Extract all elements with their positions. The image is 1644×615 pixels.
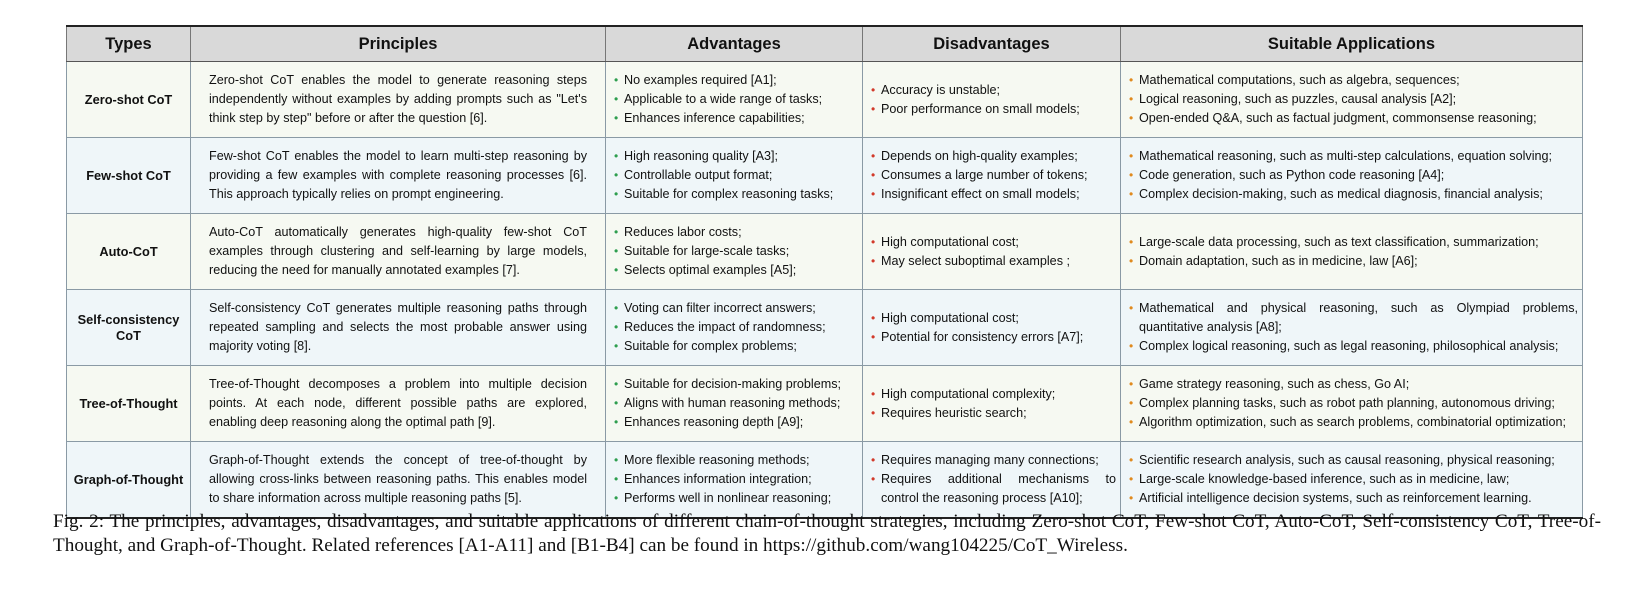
application-item: • Algorithm optimization, such as search problems, combinatorial optimization; [1129, 413, 1578, 432]
advantage-item: • More flexible reasoning methods; [614, 451, 858, 470]
type-cell: Auto-CoT [67, 214, 191, 290]
applications-list [1129, 451, 1578, 508]
disadvantages-list [871, 309, 1116, 347]
disadvantage-item: • Insignificant effect on small models; [871, 185, 1116, 204]
advantages-cell [606, 290, 863, 366]
advantages-list [614, 299, 858, 356]
application-item: • Game strategy reasoning, such as chess, Go AI; [1129, 375, 1578, 394]
advantage-item: • Enhances information integration; [614, 470, 858, 489]
advantage-item: • Suitable for complex problems; [614, 337, 858, 356]
advantages-list [614, 375, 858, 432]
advantages-list [614, 223, 858, 280]
header-applications: Suitable Applications [1121, 26, 1583, 62]
advantage-item: • Reduces the impact of randomness; [614, 318, 858, 337]
application-item: • Logical reasoning, such as puzzles, causal analysis [A2]; [1129, 90, 1578, 109]
application-item: • Complex decision-making, such as medical diagnosis, financial analysis; [1129, 185, 1578, 204]
disadvantage-item: • Requires managing many connections; [871, 451, 1116, 470]
advantage-item: • Reduces labor costs; [614, 223, 858, 242]
disadvantages-cell [863, 62, 1121, 138]
disadvantage-item: • Potential for consistency errors [A7]; [871, 328, 1116, 347]
applications-cell [1121, 442, 1583, 519]
advantages-list [614, 451, 858, 508]
table-body [67, 62, 1583, 519]
disadvantages-cell [863, 442, 1121, 519]
disadvantages-cell [863, 366, 1121, 442]
advantages-cell [606, 442, 863, 519]
disadvantage-item: • High computational complexity; [871, 385, 1116, 404]
advantage-item: • High reasoning quality [A3]; [614, 147, 858, 166]
disadvantage-item: • Accuracy is unstable; [871, 81, 1116, 100]
application-item: • Artificial intelligence decision systems, such as reinforcement learning. [1129, 489, 1578, 508]
disadvantages-cell [863, 214, 1121, 290]
application-item: • Large-scale data processing, such as text classification, summarization; [1129, 233, 1578, 252]
disadvantage-item: • Poor performance on small models; [871, 100, 1116, 119]
table-row [67, 366, 1583, 442]
header-types: Types [67, 26, 191, 62]
application-item: • Mathematical reasoning, such as multi-step calculations, equation solving; [1129, 147, 1578, 166]
type-cell: Few-shot CoT [67, 138, 191, 214]
disadvantages-list [871, 233, 1116, 271]
disadvantage-item: • May select suboptimal examples ; [871, 252, 1116, 271]
header-advantages: Advantages [606, 26, 863, 62]
applications-cell [1121, 290, 1583, 366]
advantage-item: • Aligns with human reasoning methods; [614, 394, 858, 413]
advantage-item: • Suitable for large-scale tasks; [614, 242, 858, 261]
principle-cell: Graph-of-Thought extends the concept of tree-of-thought by allowing cross-links between reasoning paths. This enables model to share information across multiple reasoning paths [5]. [191, 442, 606, 519]
advantages-list [614, 147, 858, 204]
disadvantage-item: • Consumes a large number of tokens; [871, 166, 1116, 185]
advantages-cell [606, 62, 863, 138]
application-item: • Complex logical reasoning, such as legal reasoning, philosophical analysis; [1129, 337, 1578, 356]
advantage-item: • Applicable to a wide range of tasks; [614, 90, 858, 109]
principle-cell: Tree-of-Thought decomposes a problem into multiple decision points. At each node, different possible paths are explored, enabling deep reasoning along the optimal path [9]. [191, 366, 606, 442]
advantage-item: • Selects optimal examples [A5]; [614, 261, 858, 280]
applications-list [1129, 71, 1578, 128]
application-item: • Domain adaptation, such as in medicine, law [A6]; [1129, 252, 1578, 271]
type-cell: Self-consistency CoT [67, 290, 191, 366]
disadvantages-list [871, 147, 1116, 204]
table-row [67, 214, 1583, 290]
advantages-cell [606, 366, 863, 442]
disadvantages-cell [863, 290, 1121, 366]
table-row [67, 138, 1583, 214]
header-disadvantages: Disadvantages [863, 26, 1121, 62]
applications-cell [1121, 138, 1583, 214]
application-item: • Mathematical computations, such as algebra, sequences; [1129, 71, 1578, 90]
disadvantages-list [871, 385, 1116, 423]
table-row [67, 442, 1583, 519]
advantage-item: • No examples required [A1]; [614, 71, 858, 90]
application-item: • Large-scale knowledge-based inference, such as in medicine, law; [1129, 470, 1578, 489]
advantage-item: • Controllable output format; [614, 166, 858, 185]
application-item: • Complex planning tasks, such as robot path planning, autonomous driving; [1129, 394, 1578, 413]
applications-cell [1121, 214, 1583, 290]
principle-cell: Auto-CoT automatically generates high-quality few-shot CoT examples through clustering and self-learning by large models, reducing the need for manually annotated examples [7]. [191, 214, 606, 290]
application-item: • Scientific research analysis, such as causal reasoning, physical reasoning; [1129, 451, 1578, 470]
type-cell: Zero-shot CoT [67, 62, 191, 138]
figure-caption: Fig. 2: The principles, advantages, disadvantages, and suitable applications of different chain-of-thought strategies, including Zero-shot CoT, Few-shot CoT, Auto-CoT, Self-consistency CoT, Tree-of-Thought, and Graph-of-Thought. Related references [A1-A11] and [B1-B4] can be found in https://github.com/wang104225/CoT_Wireless. [53, 511, 1601, 556]
application-item: • Mathematical and physical reasoning, such as Olympiad problems, quantitative analysis [A8]; [1129, 299, 1578, 337]
disadvantage-item: • High computational cost; [871, 233, 1116, 252]
applications-cell [1121, 366, 1583, 442]
disadvantages-list [871, 81, 1116, 119]
disadvantage-item: • Requires additional mechanisms to control the reasoning process [A10]; [871, 470, 1116, 508]
advantage-item: • Enhances inference capabilities; [614, 109, 858, 128]
applications-list [1129, 147, 1578, 204]
advantage-item: • Suitable for decision-making problems; [614, 375, 858, 394]
disadvantage-item: • Depends on high-quality examples; [871, 147, 1116, 166]
disadvantage-item: • High computational cost; [871, 309, 1116, 328]
advantage-item: • Performs well in nonlinear reasoning; [614, 489, 858, 508]
application-item: • Code generation, such as Python code reasoning [A4]; [1129, 166, 1578, 185]
table-row [67, 62, 1583, 138]
principle-cell: Few-shot CoT enables the model to learn multi-step reasoning by providing a few examples with complete reasoning processes [6]. This approach typically relies on prompt engineering. [191, 138, 606, 214]
advantages-cell [606, 138, 863, 214]
table-row [67, 290, 1583, 366]
advantage-item: • Voting can filter incorrect answers; [614, 299, 858, 318]
application-item: • Open-ended Q&A, such as factual judgment, commonsense reasoning; [1129, 109, 1578, 128]
cot-strategies-table [66, 25, 1583, 519]
applications-list [1129, 375, 1578, 432]
header-principles: Principles [191, 26, 606, 62]
advantages-list [614, 71, 858, 128]
advantages-cell [606, 214, 863, 290]
advantage-item: • Suitable for complex reasoning tasks; [614, 185, 858, 204]
type-cell: Graph-of-Thought [67, 442, 191, 519]
disadvantages-cell [863, 138, 1121, 214]
disadvantage-item: • Requires heuristic search; [871, 404, 1116, 423]
principle-cell: Self-consistency CoT generates multiple reasoning paths through repeated sampling and selects the most probable answer using majority voting [8]. [191, 290, 606, 366]
applications-list [1129, 233, 1578, 271]
table-header-row [67, 26, 1583, 62]
disadvantages-list [871, 451, 1116, 508]
principle-cell: Zero-shot CoT enables the model to generate reasoning steps independently without examples by adding prompts such as "Let's think step by step" before or after the question [6]. [191, 62, 606, 138]
advantage-item: • Enhances reasoning depth [A9]; [614, 413, 858, 432]
applications-cell [1121, 62, 1583, 138]
type-cell: Tree-of-Thought [67, 366, 191, 442]
applications-list [1129, 299, 1578, 356]
